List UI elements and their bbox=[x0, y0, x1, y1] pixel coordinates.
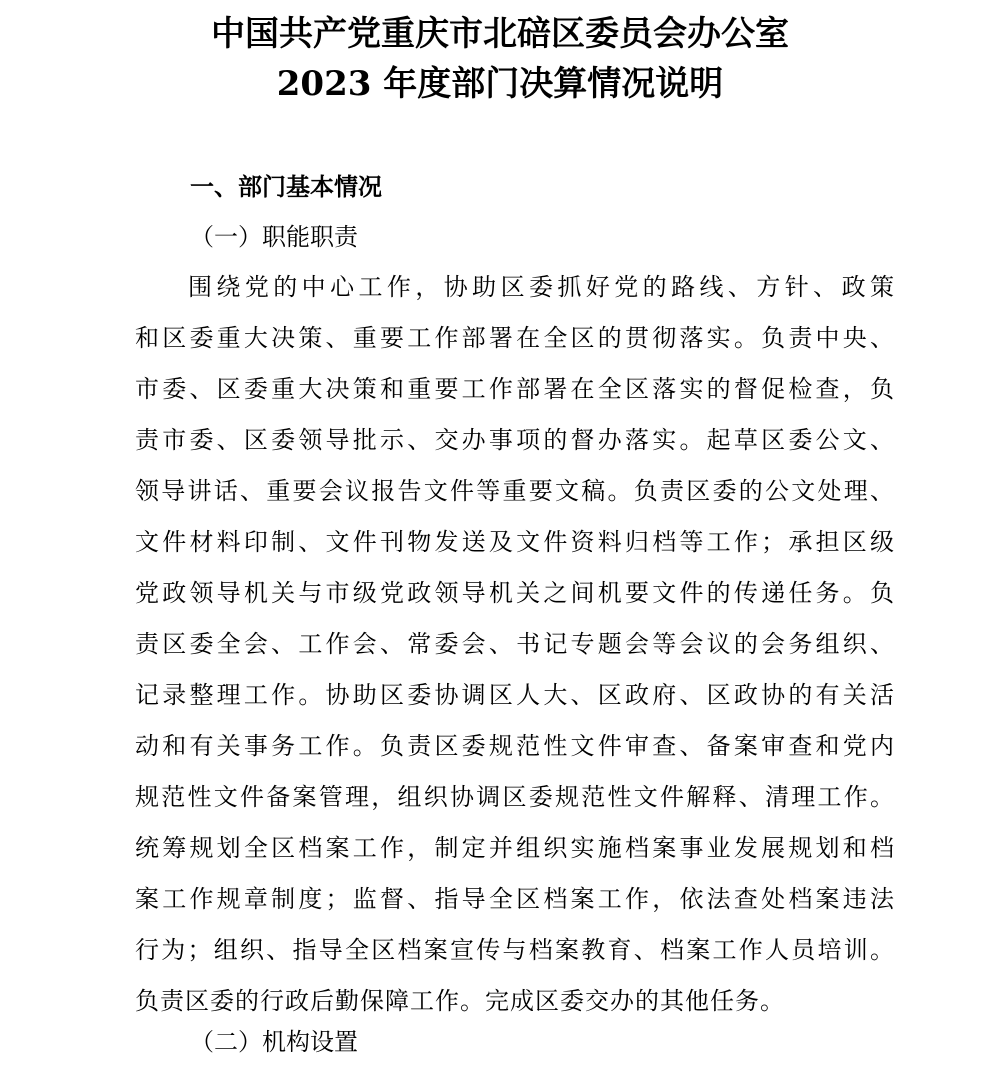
paragraph-line: 责区委全会、工作会、常委会、书记专题会等会议的会务组织、 bbox=[135, 630, 895, 658]
paragraph-line: 案工作规章制度；监督、指导全区档案工作，依法查处档案违法 bbox=[135, 885, 895, 913]
paragraph-line: 责市委、区委领导批示、交办事项的督办落实。起草区委公文、 bbox=[135, 426, 895, 454]
paragraph-line: 文件材料印制、文件刊物发送及文件资料归档等工作；承担区级 bbox=[135, 528, 895, 556]
paragraph-line: 统筹规划全区档案工作，制定并组织实施档案事业发展规划和档 bbox=[135, 834, 895, 862]
subsection-heading-functions: （一）职能职责 bbox=[190, 223, 358, 251]
paragraph-line: 行为；组织、指导全区档案宣传与档案教育、档案工作人员培训。 bbox=[135, 936, 895, 964]
paragraph-line: 动和有关事务工作。负责区委规范性文件审查、备案审查和党内 bbox=[135, 732, 895, 760]
paragraph-line: 记录整理工作。协助区委协调区人大、区政府、区政协的有关活 bbox=[135, 681, 895, 709]
section-heading-basic-info: 一、部门基本情况 bbox=[190, 172, 382, 201]
document-title-line-1: 中国共产党重庆市北碚区委员会办公室 bbox=[211, 14, 789, 54]
paragraph-line: 党政领导机关与市级党政领导机关之间机要文件的传递任务。负 bbox=[135, 579, 895, 607]
paragraph-line: 和区委重大决策、重要工作部署在全区的贯彻落实。负责中央、 bbox=[135, 324, 895, 352]
paragraph-line: 领导讲话、重要会议报告文件等重要文稿。负责区委的公文处理、 bbox=[135, 477, 895, 505]
functions-paragraph bbox=[135, 268, 895, 1033]
paragraph-line: 市委、区委重大决策和重要工作部署在全区落实的督促检查，负 bbox=[135, 375, 895, 403]
paragraph-line: 规范性文件备案管理，组织协调区委规范性文件解释、清理工作。 bbox=[135, 783, 895, 811]
subsection-heading-organization: （二）机构设置 bbox=[190, 1028, 358, 1056]
document-title-line-2: 2023 年度部门决算情况说明 bbox=[276, 64, 724, 104]
paragraph-line: 负责区委的行政后勤保障工作。完成区委交办的其他任务。 bbox=[135, 987, 785, 1015]
paragraph-line: 围绕党的中心工作，协助区委抓好党的路线、方针、政策 bbox=[188, 273, 895, 301]
